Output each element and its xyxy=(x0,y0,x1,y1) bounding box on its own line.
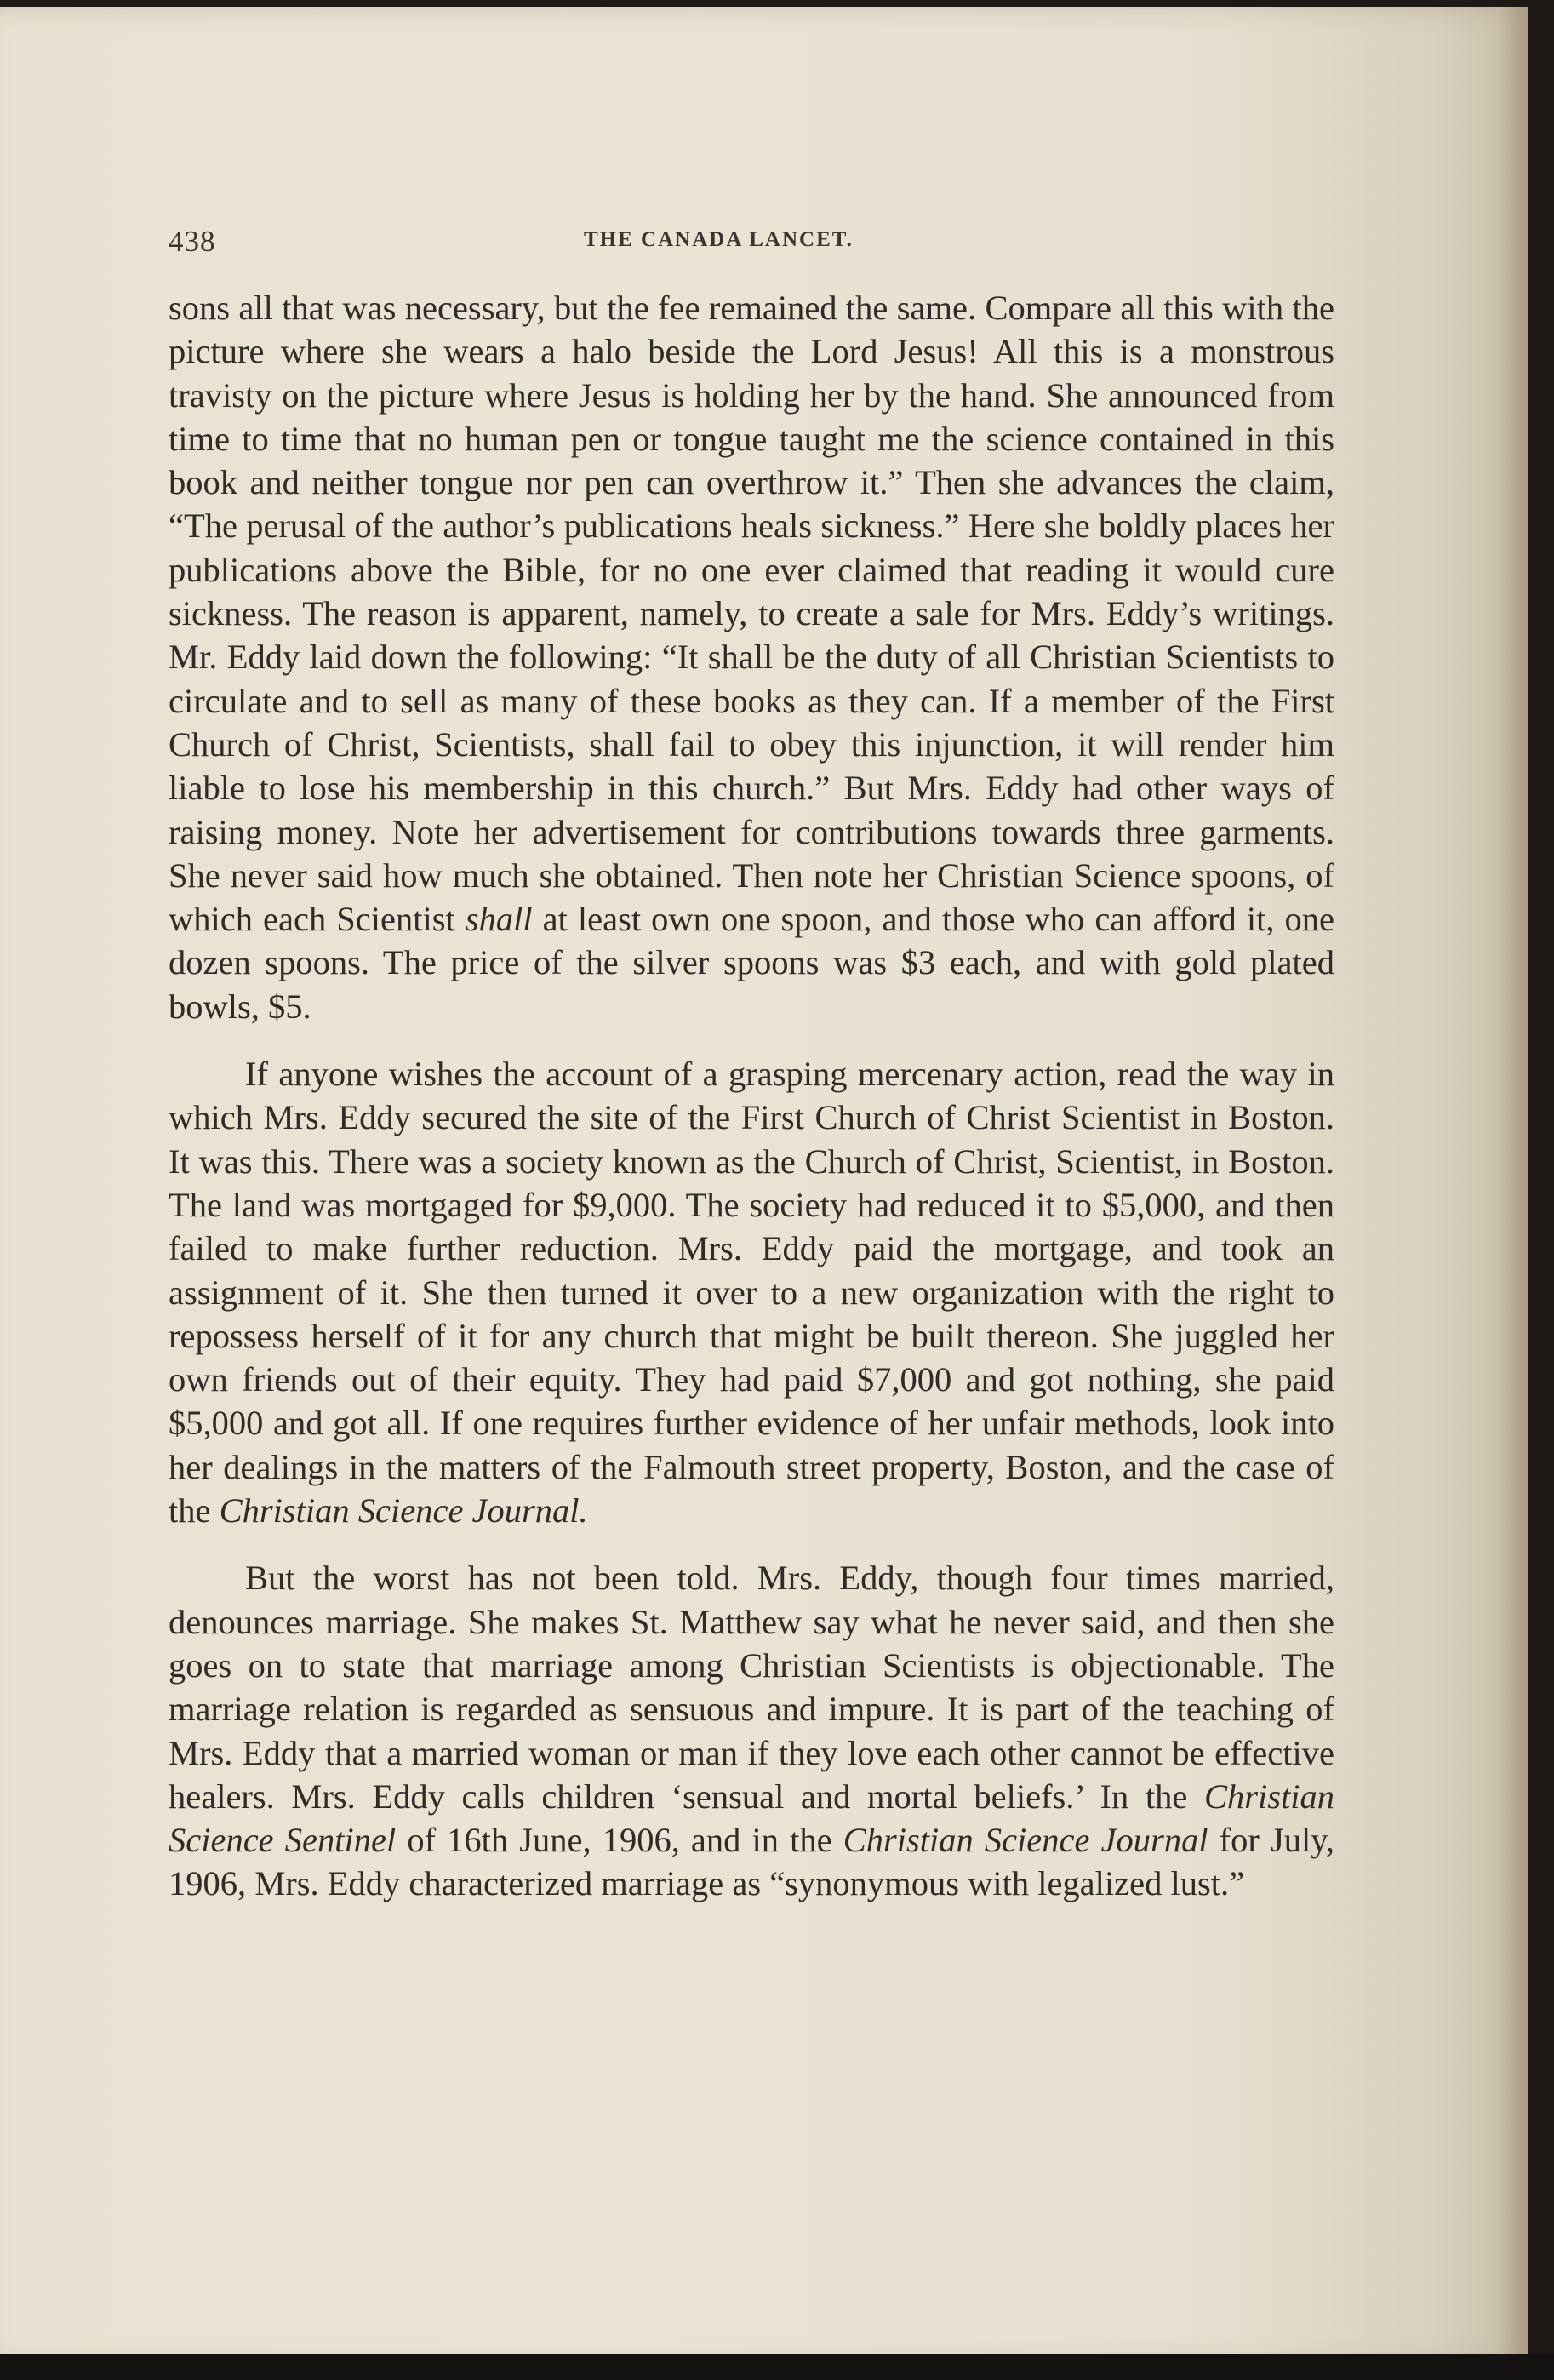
scan-bottom-edge xyxy=(0,2354,1554,2380)
text-segment: for July, 1906, Mrs. Eddy characterized marriage as “synonymous with legalized lust.” xyxy=(169,1821,1335,1903)
paragraph-2 xyxy=(169,1052,1334,1532)
italic-text: Christian Science Journal. xyxy=(219,1491,588,1530)
paragraph-1 xyxy=(169,286,1334,1028)
running-title: THE CANADA LANCET. xyxy=(584,228,854,251)
page-header xyxy=(169,223,1334,266)
italic-text: Christian Science Journal xyxy=(843,1821,1208,1860)
text-segment: at least own one spoon, and those who can afford it, one dozen spoons. The price of the silver spoons was $3 each, and with gold plated bowls, $5. xyxy=(169,900,1334,1026)
book-page xyxy=(0,7,1528,2363)
italic-text: shall xyxy=(465,900,533,939)
text-segment: If anyone wishes the account of a grasping mercenary action, read the way in which Mrs. Eddy secured the site of the First Church of Christ Scientist in Boston. It was this. There was a society known as the Church of Christ, Scientist, in Boston. The land was mortgaged for $9,000. The society had reduced it to $5,000, and then failed to make further reduction. Mrs. Eddy paid the mortgage, and took an assignment of it. She then turned it over to a new organization with the right to repossess herself of it for any church that might be built thereon. She juggled her own friends out of their equity. They had paid $7,000 and got nothing, she paid $5,000 and got all. If one requires further evidence of her unfair methods, look into her dealings in the matters of the Falmouth street property, Boston, and the case of the xyxy=(169,1055,1334,1530)
page-edge-shadow xyxy=(1499,7,1528,2363)
page-number: 438 xyxy=(169,225,216,258)
article-body xyxy=(169,286,1334,1906)
text-segment: sons all that was necessary, but the fee remained the same. Compare all this with the picture where she wears a halo beside the Lord Jesus! All this is a monstrous travisty on the picture where Jesus is holding her by the hand. She announced from time to time that no human pen or tongue taught me the science contained in this book and neither tongue nor pen can overthrow it.” Then she advances the claim, “The perusal of the author’s publications heals sickness.” Here she boldly places her publications above the Bible, for no one ever claimed that reading it would cure sickness. The reason is apparent, namely, to create a sale for Mrs. Eddy’s writings. Mr. Eddy laid down the following: “It shall be the duty of all Christian Scientists to circulate and to sell as many of these books as they can. If a member of the First Church of Christ, Scientists, shall fail to obey this injunction, it will render him liable to lose his membership in this church.” But Mrs. Eddy had other ways of raising money. Note her advertisement for contributions towards three garments. She never said how much she obtained. Then note her Christian Science spoons, of which each Scientist xyxy=(169,289,1334,939)
text-segment: of 16th June, 1906, and in the xyxy=(396,1821,843,1860)
paragraph-3 xyxy=(169,1556,1334,1905)
text-segment: But the worst has not been told. Mrs. Eddy, though four times married, denounces marriage. She makes St. Matthew say what he never said, and then she goes on to state that marriage among Christian Scientists is objectionable. The marriage relation is regarded as sensuous and impure. It is part of the teaching of Mrs. Eddy that a married woman or man if they love each other cannot be effective healers. Mrs. Eddy calls children ‘sensual and mortal beliefs.’ In the xyxy=(169,1559,1334,1816)
italic-text: Christian Science Sentinel xyxy=(169,1776,1334,1860)
